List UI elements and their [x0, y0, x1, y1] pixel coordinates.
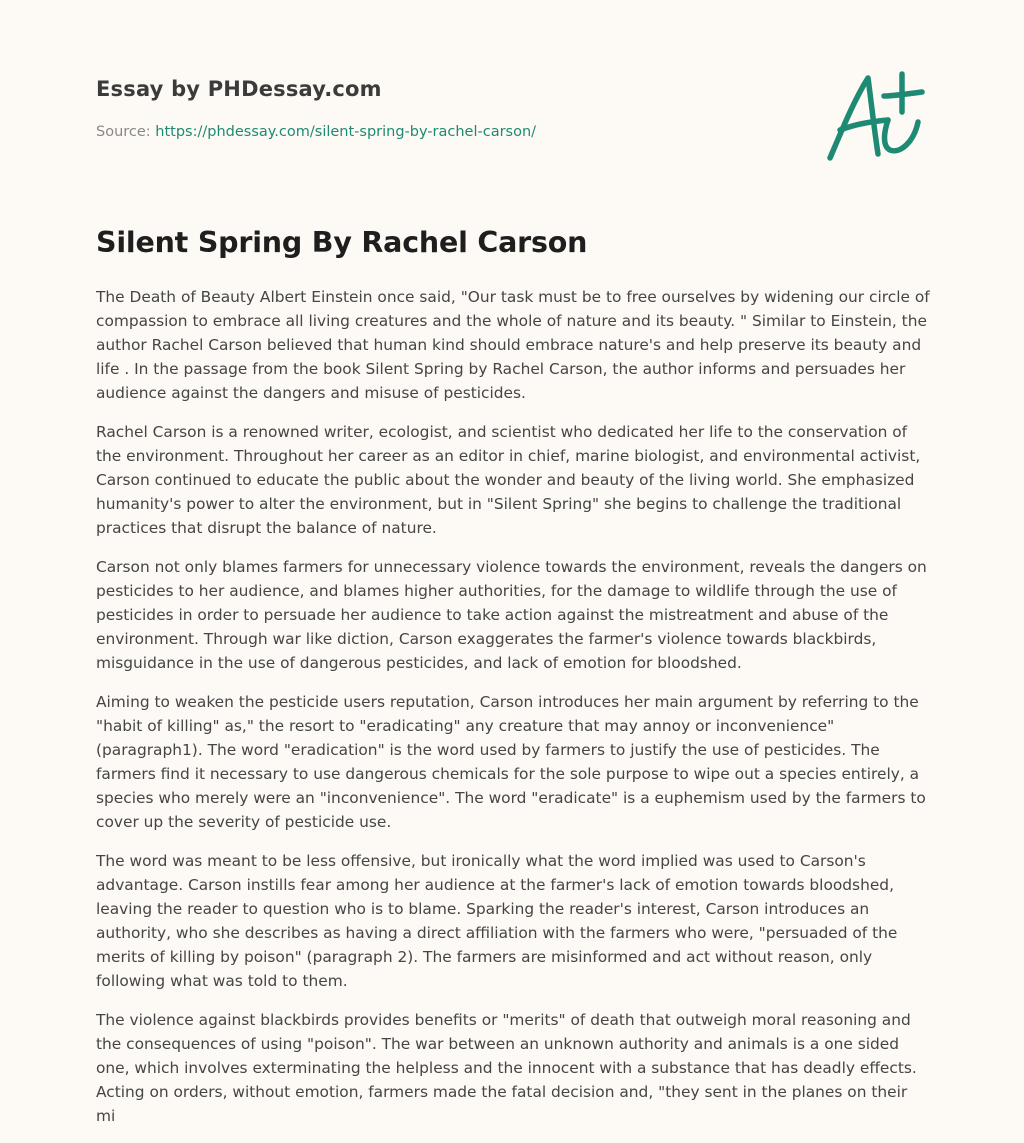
paragraph: Carson not only blames farmers for unnecessary violence towards the environment, reveals the dangers on pesticides to her audience, and blames higher authorities, for the damage to wildlife through the use of pesticides in order to persuade her audience to take action against the mistreatment and abuse of the environment. Through war like diction, Carson exaggerates the farmer's violence towards blackbirds, misguidance in the use of dangerous pesticides, and lack of emotion for bloodshed. [96, 558, 927, 672]
brand-title: Essay by PHDessay.com [96, 77, 382, 101]
paragraph: Aiming to weaken the pesticide users reputation, Carson introduces her main argument by referring to the "habit of killing" as," the resort to "eradicating" any creature that may annoy or inconvenience"(paragraph1). The word "eradication" is the word used by farmers to justify the use of pesticides. The farmers find it necessary to use dangerous chemicals for the sole purpose to wipe out a species entirely, a species who merely were an "inconvenience". The word "eradicate" is a euphemism used by the farmers to cover up the severity of pesticide use. [96, 693, 926, 831]
article-body [96, 285, 930, 1143]
page-title: Silent Spring By Rachel Carson [96, 226, 588, 259]
paragraph: The word was meant to be less offensive, but ironically what the word implied was used to Carson's advantage. Carson instills fear among her audience at the farmer's lack of emotion towards bloodshed, leaving the reader to question who is to blame. Sparking the reader's interest, Carson introduces an authority, who she describes as having a direct affiliation with the farmers who were, "persuaded of the merits of killing by poison" (paragraph 2). The farmers are misinformed and act without reason, only following what was told to them. [96, 852, 898, 990]
source-link[interactable]: https://phdessay.com/silent-spring-by-rachel-carson/ [155, 124, 537, 140]
a-plus-logo-icon [822, 66, 926, 166]
paragraph: The violence against blackbirds provides benefits or "merits" of death that outweigh moral reasoning and the consequences of using "poison". The war between an unknown authority and animals is a one sided one, which involves exterminating the helpless and the innocent with a substance that has deadly effects. Acting on orders, without emotion, farmers made the fatal decision and, "they sent in the planes on their mi [96, 1011, 917, 1125]
paragraph: The Death of Beauty Albert Einstein once said, "Our task must be to free ourselves by widening our circle of compassion to embrace all living creatures and the whole of nature and its beauty. " Similar to Einstein, the author Rachel Carson believed that human kind should embrace nature's and help preserve its beauty and life . In the passage from the book Silent Spring by Rachel Carson, the author informs and persuades her audience against the dangers and misuse of pesticides. [96, 288, 930, 402]
source-line [96, 124, 536, 140]
paragraph: Rachel Carson is a renowned writer, ecologist, and scientist who dedicated her life to the conservation of the environment. Throughout her career as an editor in chief, marine biologist, and environmental activist, Carson continued to educate the public about the wonder and beauty of the living world. She emphasized humanity's power to alter the environment, but in "Silent Spring" she begins to challenge the traditional practices that disrupt the balance of nature. [96, 423, 921, 537]
source-label: Source: [96, 124, 151, 140]
